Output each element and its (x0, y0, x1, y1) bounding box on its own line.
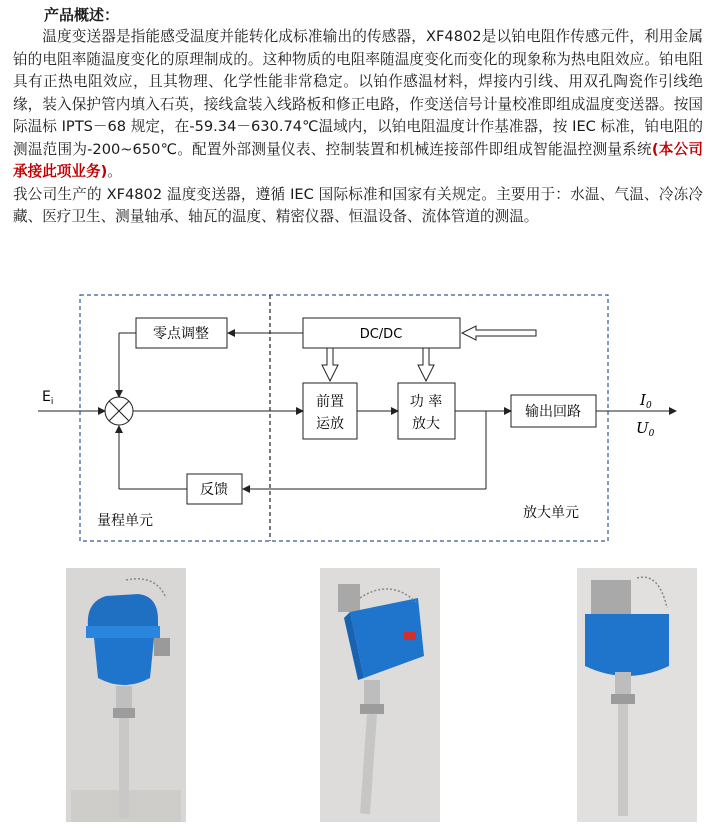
output-current-label: $I_0$ (640, 391, 652, 411)
range-unit-label: 量程单元 (97, 513, 153, 529)
dcdc-to-preamp-arrow-icon (322, 348, 338, 381)
input-label: $E_i$ (42, 389, 54, 407)
paragraph-1-end: 。 (107, 163, 122, 180)
paragraph-1 (13, 26, 703, 184)
paragraph-1-text: 温度变送器是指能感受温度并能转化成标准输出的传感器，XF4802是以铂电阻作传感元件，利用金属铂的电阻率随温度变化的原理制成的。这种物质的电阻率随温度变化而变化的现象称为热电阻效应。铂电阻具有正热电阻效应，且其物理、化学性能非常稳定。以铂作感温材料，焊接内引线、用双孔陶瓷作引线绝缘，装入保护管内填入石英，接线盒装入线路板和修正电路，作变送信号计量校准即组成温度变送器。按国际温标 IPTS－68 规定，在-59.34－630.74℃温域内，以铂电阻温度计作基准器，按 IEC 标准，铂电阻的测温范围为-200~650℃。配置外部测量仪表、控制装置和机械连接部件即组成智能温控测量系统 (13, 28, 703, 158)
power-input-arrow-icon (462, 326, 536, 340)
amp-unit-label: 放大单元 (523, 505, 579, 521)
product-photo-1 (66, 568, 186, 822)
summing-junction-icon (105, 397, 133, 425)
output-voltage-label: $U_0$ (636, 419, 655, 439)
output-loop-label: 输出回路 (525, 404, 581, 420)
power-amp-label-2: 放大 (412, 416, 440, 432)
product-photo-2 (320, 568, 440, 822)
feedback-label: 反馈 (200, 482, 228, 498)
dcdc-to-power-arrow-icon (418, 348, 434, 381)
preamp-label-2: 运放 (316, 416, 344, 432)
business-highlight: (本公司承接此项业务) (13, 140, 703, 180)
product-photo-3 (577, 568, 697, 822)
paragraph-2: 我公司生产的 XF4802 温度变送器，遵循 IEC 国际标准和国家有关规定。主要用于：水温、气温、冷冻冷藏、医疗卫生、测量轴承、轴瓦的温度、精密仪器、恒温设备、流体管道的测温。 (13, 185, 703, 225)
overview-text (13, 26, 703, 229)
power-amp-label-1: 功 率 (409, 394, 443, 410)
section-heading: 产品概述： (44, 6, 120, 24)
transmitter-image-1 (66, 568, 186, 822)
transmitter-image-2 (320, 568, 440, 822)
transmitter-image-3 (577, 568, 697, 822)
preamp-label-1: 前置 (316, 394, 344, 410)
dcdc-label: DC/DC (359, 327, 403, 342)
zero-adjust-label: 零点调整 (153, 326, 209, 342)
block-diagram (0, 285, 707, 550)
